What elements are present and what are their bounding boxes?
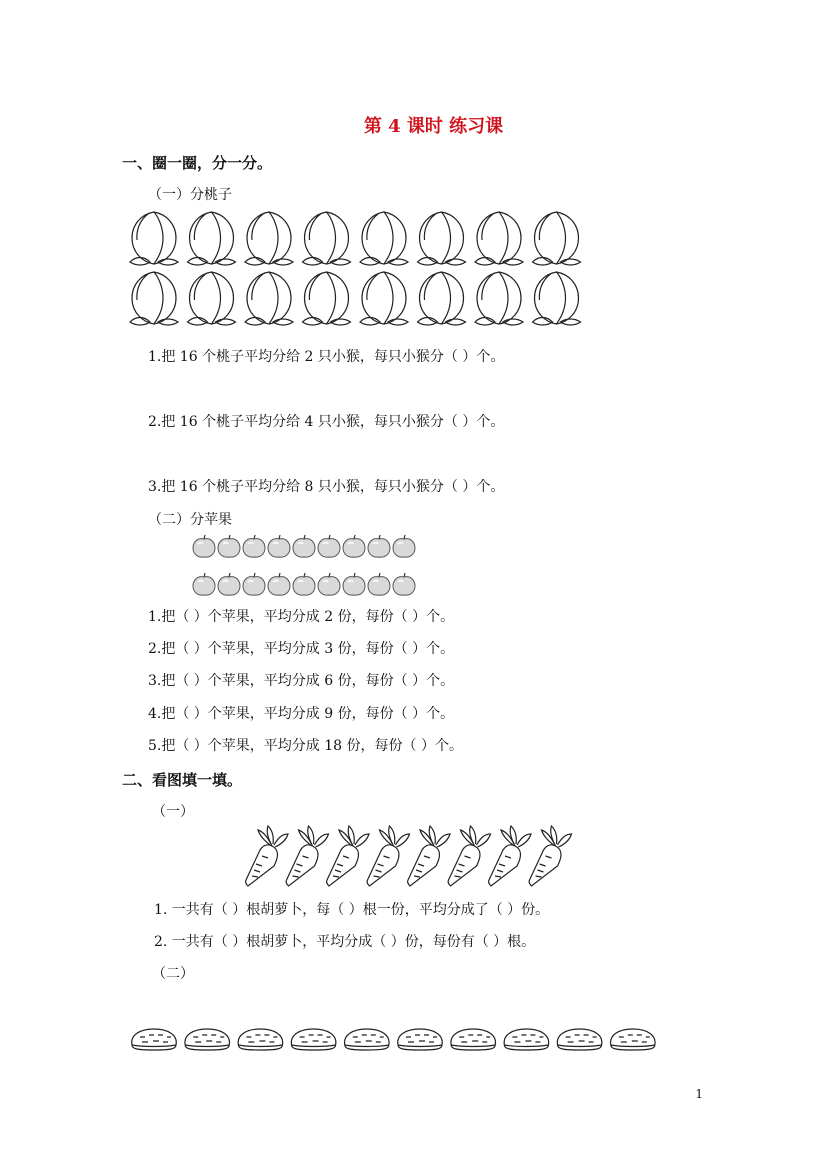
bread-icon <box>185 1029 230 1050</box>
apple-question-1: 1.把（ ）个苹果，平均分成 2 份，每份（ ）个。 <box>148 609 455 625</box>
section2-part2-label: （二） <box>152 966 194 982</box>
carrot-question-1: 1. 一共有（ ）根胡萝卜，每（ ）根一份，平均分成了（ ）份。 <box>154 902 550 918</box>
apple-question-5: 5.把（ ）个苹果，平均分成 18 份，每份（ ）个。 <box>148 738 463 754</box>
page-title: 第 4 课时 练习课 <box>363 116 504 137</box>
peach-question-3: 3.把 16 个桃子平均分给 8 只小猴，每只小猴分（ ）个。 <box>148 479 505 495</box>
peach-question-2: 2.把 16 个桃子平均分给 4 只小猴，每只小猴分（ ）个。 <box>148 414 505 430</box>
section2-heading: 二、看图填一填。 <box>122 771 243 789</box>
part2-label: （二）分苹果 <box>148 512 232 528</box>
peach-question-1: 1.把 16 个桃子平均分给 2 只小猴，每只小猴分（ ）个。 <box>148 349 505 365</box>
part1-label: （一）分桃子 <box>148 187 232 203</box>
bread-icon <box>451 1029 496 1050</box>
apple-question-4: 4.把（ ）个苹果，平均分成 9 份，每份（ ）个。 <box>148 706 455 722</box>
page-number: 1 <box>695 1087 703 1101</box>
bread-icon <box>291 1029 336 1050</box>
bread-icon <box>557 1029 602 1050</box>
section2-part1-label: （一） <box>152 804 194 820</box>
bread-icon <box>504 1029 549 1050</box>
section1-heading: 一、圈一圈，分一分。 <box>122 154 273 172</box>
bread-icon <box>611 1029 656 1050</box>
apple-question-2: 2.把（ ）个苹果，平均分成 3 份，每份（ ）个。 <box>148 641 455 657</box>
carrot-question-2: 2. 一共有（ ）根胡萝卜，平均分成（ ）份，每份有（ ）根。 <box>154 934 536 950</box>
apple-question-3: 3.把（ ）个苹果，平均分成 6 份，每份（ ）个。 <box>148 673 455 689</box>
bread-icon <box>398 1029 443 1050</box>
bread-icon <box>132 1029 177 1050</box>
bread-icon <box>238 1029 283 1050</box>
bread-icon <box>345 1029 390 1050</box>
